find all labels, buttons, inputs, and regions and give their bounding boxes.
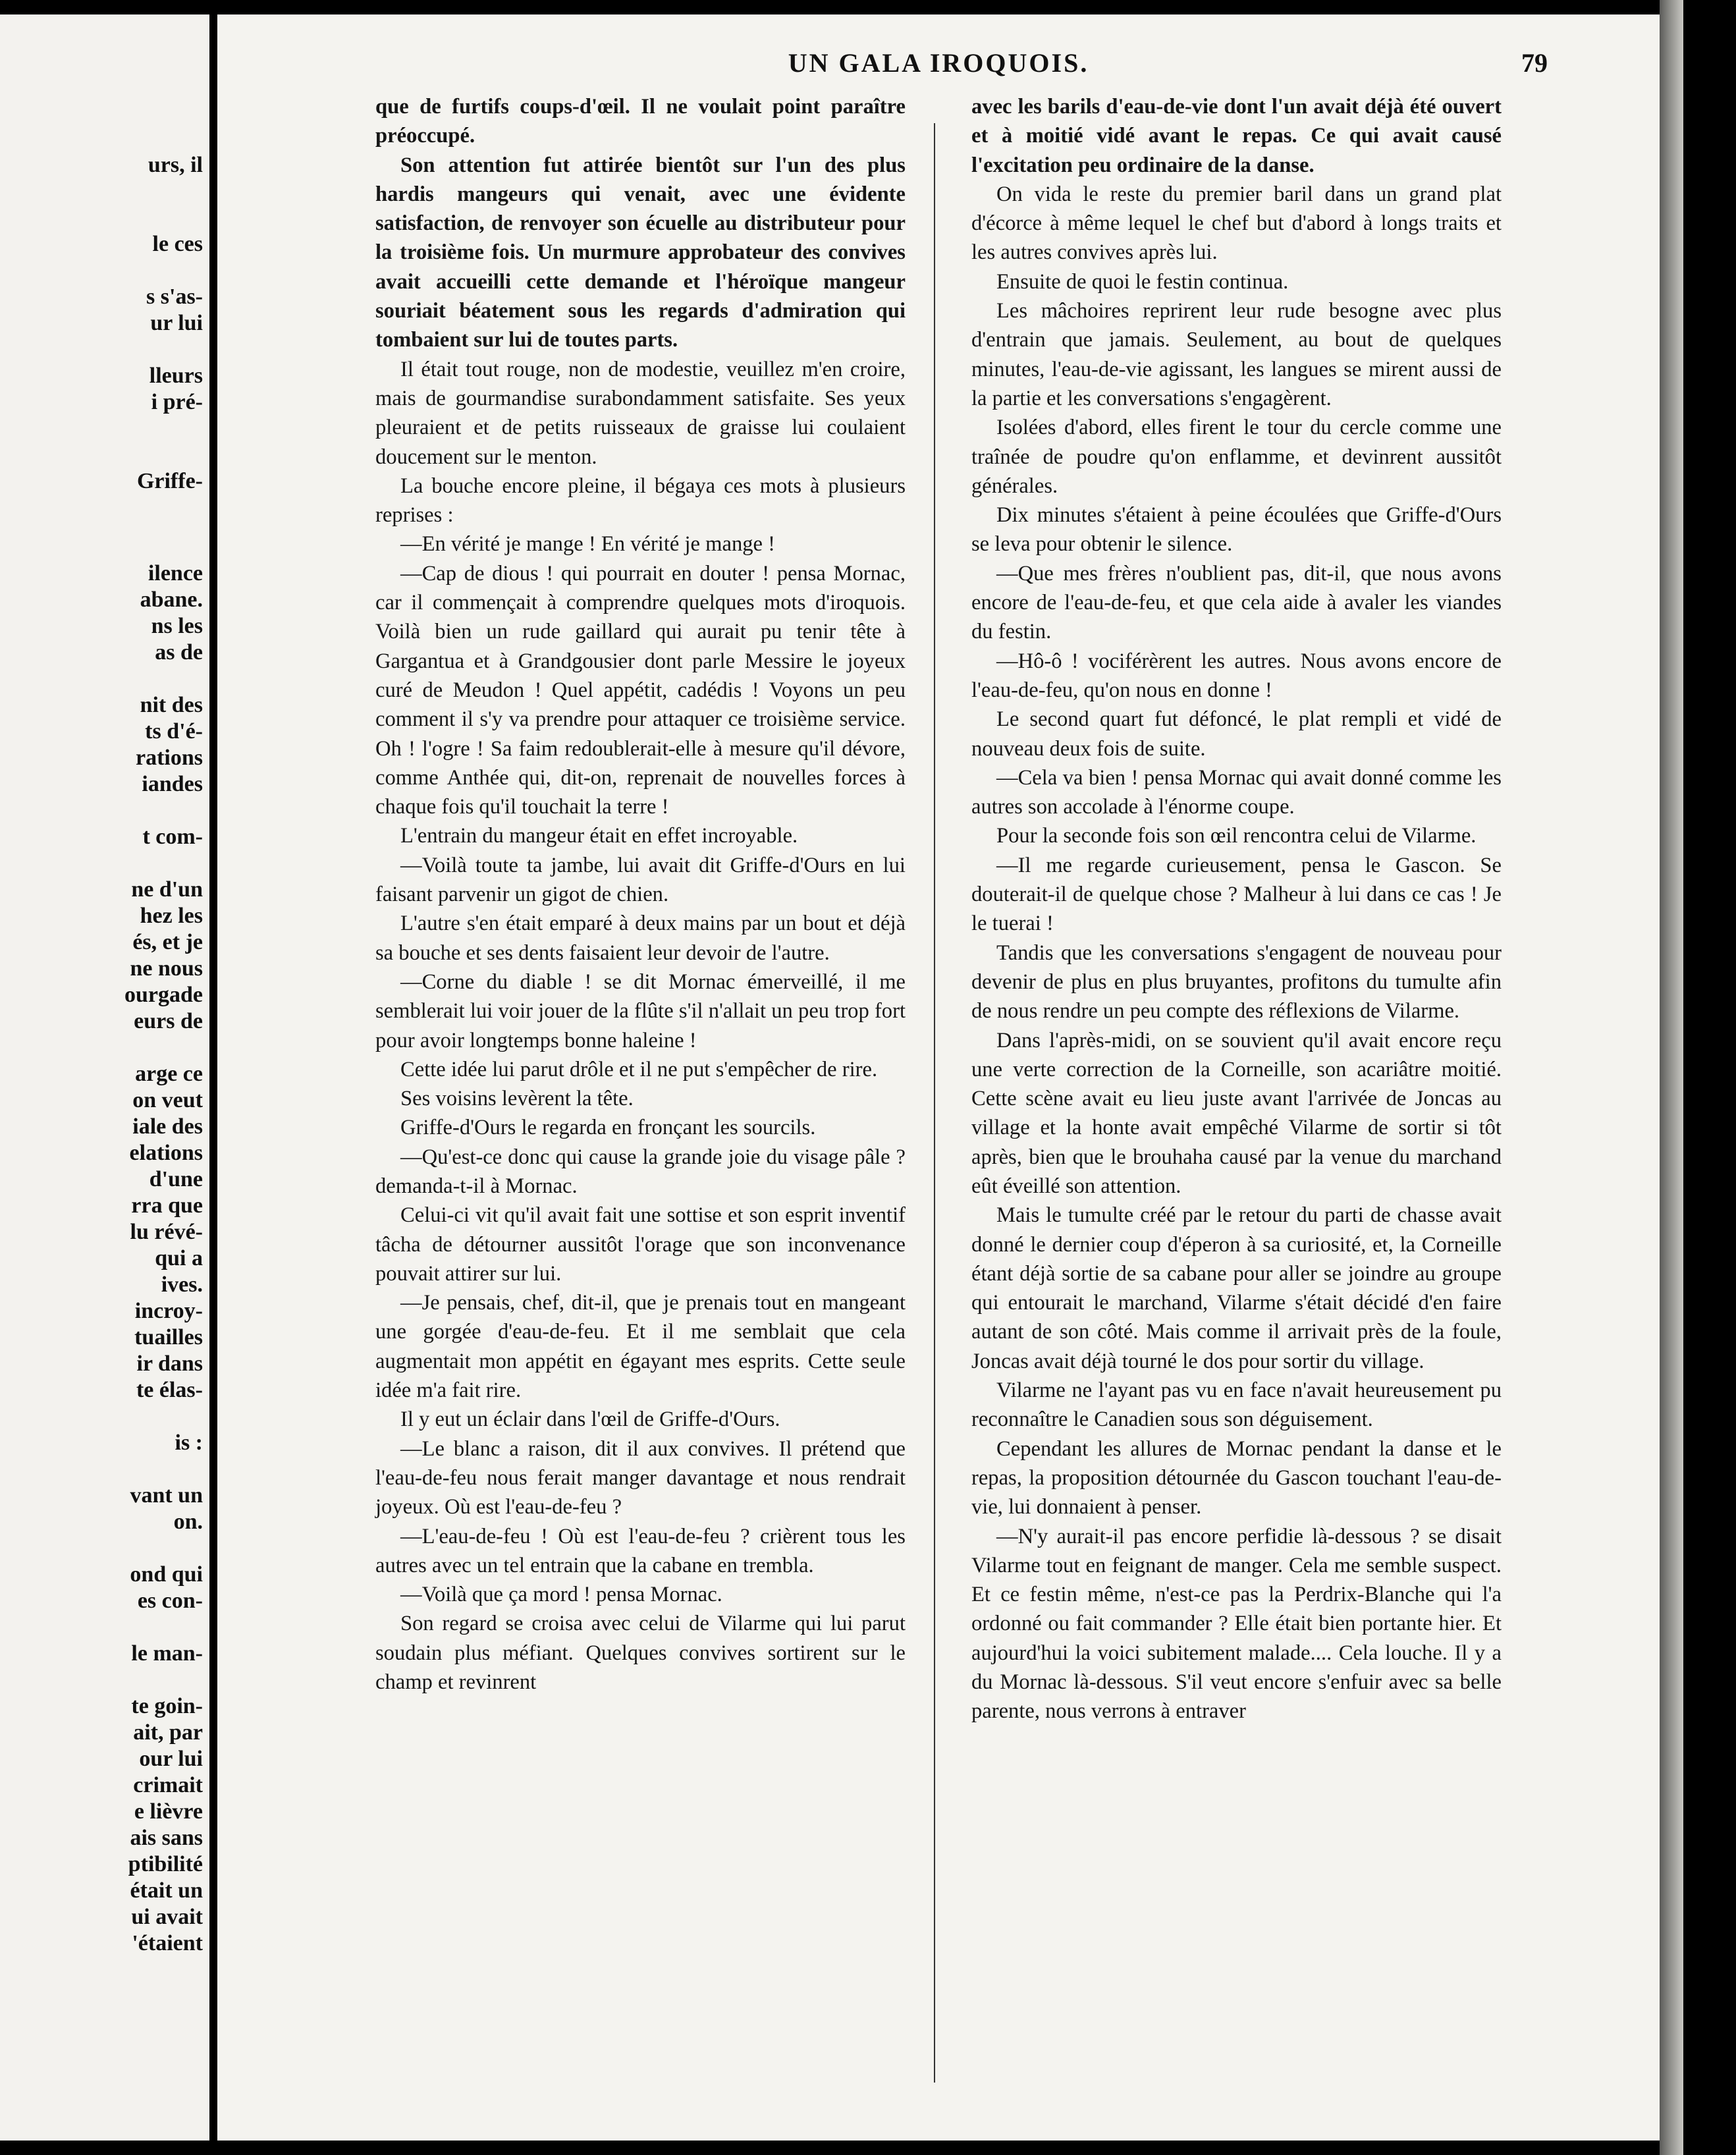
- facing-page-line: on.: [173, 1510, 203, 1534]
- text-column-right: [971, 92, 1502, 2101]
- paragraph: Les mâchoires reprirent leur rude besogne avec plus d'entrain que jamais. Seulement, au bout de quelques minutes, l'eau-de-vie agissant, les langues se mirent aussi de la partie et les conversations s'engagèrent.: [971, 299, 1502, 410]
- paragraph: Son attention fut attirée bientôt sur l'un des plus hardis mangeurs qui venait, avec une évidente satisfaction, de renvoyer son écuelle au distributeur pour la troisième fois. Un murmure approbateur des convives avait accueilli cette demande et l'héroïque mangeur souriait béatement sous les regards d'admiration qui tombaient sur lui de toutes parts.: [375, 153, 906, 352]
- facing-page-line: urs, il: [148, 153, 203, 177]
- facing-page-line: 'étaient: [132, 1931, 203, 1955]
- facing-page-line: rations: [136, 746, 203, 770]
- facing-page-line: le ces: [152, 232, 203, 256]
- facing-page-line: abane.: [140, 587, 203, 612]
- facing-page-line: nit des: [140, 693, 203, 717]
- facing-page-line: our lui: [139, 1747, 203, 1771]
- paragraph: Tandis que les conversations s'engagent de nouveau pour devenir de plus en plus bruyantes, profitons du tumulte afin de nous rendre un peu compte des réflexions de Vilarme.: [971, 941, 1502, 1023]
- paragraph: Griffe-d'Ours le regarda en fronçant les sourcils.: [400, 1116, 816, 1140]
- paragraph: —Corne du diable ! se dit Mornac émerveillé, il me semblerait lui voir jouer de la flûte s'il n'allait un peu trop fort pour avoir longtemps bonne haleine !: [375, 969, 906, 1052]
- paragraph: Le second quart fut défoncé, le plat rempli et vidé de nouveau deux fois de suite.: [971, 707, 1502, 761]
- paragraph: L'autre s'en était emparé à deux mains par un bout et déjà sa bouche et ses dents faisaient leur devoir de l'autre.: [375, 912, 906, 965]
- facing-page-line: te élas-: [136, 1378, 203, 1402]
- paragraph: —Le blanc a raison, dit il aux convives. Il prétend que l'eau-de-feu nous ferait manger davantage et nous rendrait joyeux. Où est l'eau-de-feu ?: [375, 1436, 906, 1519]
- paragraph: Il y eut un éclair dans l'œil de Griffe-d'Ours.: [400, 1407, 780, 1432]
- facing-page-line: iandes: [142, 772, 203, 796]
- paragraph: —Hô-ô ! vociférèrent les autres. Nous avons encore de l'eau-de-feu, qu'on nous en donne !: [971, 649, 1502, 702]
- page-number: 79: [1521, 48, 1548, 78]
- facing-page-line: ne d'un: [131, 877, 203, 902]
- paragraph: —N'y aurait-il pas encore perfidie là-dessous ? se disait Vilarme tout en feignant de manger. Cela me semble suspect. Et ce festin même, n'est-ce pas la Perdrix-Blanche qui l'a ordonné ou fait commander ? Elle était bien portante hier. Et aujourd'hui la voici subitement malade.... Cela louche. Il y a du Mornac là-dessous. S'il veut encore s'enfuir avec sa belle parente, nous verrons à entraver: [971, 1524, 1502, 1724]
- facing-page-line: te goin-: [131, 1694, 203, 1718]
- facing-page-line: as de: [155, 640, 203, 665]
- facing-page-line: d'une: [149, 1167, 203, 1191]
- paragraph: Il était tout rouge, non de modestie, veuillez m'en croire, mais de gourmandise surabondamment satisfaite. Ses yeux pleuraient et de petits ruisseaux de graisse lui coulaient doucement sur le menton.: [375, 357, 906, 469]
- paragraph: Isolées d'abord, elles firent le tour du cercle comme une traînée de poudre qu'on enflamme, et devinrent aussitôt générales.: [971, 416, 1502, 498]
- facing-page-line: e lièvre: [134, 1799, 203, 1824]
- facing-page-line: ur lui: [150, 311, 203, 335]
- facing-page-line: ond qui: [130, 1562, 203, 1587]
- facing-page-line: elations: [129, 1141, 203, 1165]
- paragraph: avec les barils d'eau-de-vie dont l'un avait déjà été ouvert et à moitié vidé avant le repas. Ce qui avait causé l'excitation peu ordinaire de la danse.: [971, 95, 1502, 177]
- facing-page-line: tuailles: [134, 1325, 203, 1350]
- facing-page-line: ourgade: [124, 983, 203, 1007]
- page-gutter: [209, 0, 217, 2155]
- paragraph: —Cap de dious ! qui pourrait en douter ! pensa Mornac, car il commençait à comprendre quelques mots d'iroquois. Voilà bien un rude gaillard qui aurait pu tenir tête à Gargantua et à Grandgousier dont parle Messire le joyeux curé de Meudon ! Quel appétit, cadédis ! Voyons un peu comment il s'y va prendre pour attaquer ce troisième service. Oh ! l'ogre ! Sa faim redoublerait-elle à mesure qu'il dévore, comme Anthée qui, dit-on, reprenait de nouvelles forces à chaque fois qu'il touchait la terre !: [375, 561, 906, 819]
- paragraph: Cependant les allures de Mornac pendant la danse et le repas, la proposition détournée du Gascon touchant l'eau-de-vie, lui donnaient à penser.: [971, 1436, 1502, 1519]
- paragraph: —Il me regarde curieusement, pensa le Gascon. Se douterait-il de quelque chose ? Malheur à lui dans ce cas ! Je le tuerai !: [971, 853, 1502, 936]
- facing-page-line: t com-: [142, 825, 203, 849]
- facing-page-line: incroy-: [134, 1299, 203, 1323]
- facing-page-line: était un: [130, 1878, 203, 1903]
- facing-page-line: ns les: [151, 614, 203, 638]
- paragraph: Pour la seconde fois son œil rencontra celui de Vilarme.: [996, 824, 1477, 848]
- paragraph: que de furtifs coups-d'œil. Il ne voulait point paraître préoccupé.: [375, 95, 906, 148]
- facing-page-line: eurs de: [134, 1009, 203, 1033]
- paragraph: L'entrain du mangeur était en effet incroyable.: [400, 824, 798, 848]
- facing-page-line: qui a: [155, 1246, 203, 1270]
- paragraph: Mais le tumulte créé par le retour du parti de chasse avait donné le dernier coup d'éperon à sa curiosité, et, la Corneille étant déjà sortie de sa cabane pour aller se joindre au groupe qui entourait le marchand, Vilarme s'était décidé d'en faire autant de son côté. Mais comme il arrivait près de la foule, Joncas avait déjà tourné le dos pour sortir du village.: [971, 1203, 1502, 1373]
- facing-page-text: [0, 14, 209, 2141]
- facing-page-line: vant un: [130, 1483, 203, 1508]
- facing-page-line: lleurs: [149, 364, 203, 388]
- text-column-left: [375, 92, 906, 2101]
- facing-page-line: on veut: [132, 1088, 203, 1112]
- facing-page-line: Griffe-: [136, 469, 203, 493]
- facing-page-line: ui avait: [131, 1905, 203, 1929]
- paragraph: —Qu'est-ce donc qui cause la grande joie du visage pâle ? demanda-t-il à Mornac.: [375, 1145, 906, 1198]
- paragraph: Vilarme ne l'ayant pas vu en face n'avait heureusement pu reconnaître le Canadien sous son déguisement.: [971, 1378, 1502, 1432]
- paragraph: Dans l'après-midi, on se souvient qu'il avait encore reçu une verte correction de la Corneille, son acariâtre moitié. Cette scène avait eu lieu juste avant l'arrivée de Joncas au village et la honte avait empêché Vilarme de sortir si tôt après, bien que le brouhaha causé par la venue du marchand eût éveillé son attention.: [971, 1028, 1502, 1198]
- facing-page-line: rra que: [131, 1193, 203, 1218]
- column-rule: [934, 123, 935, 2083]
- page-edge: [1660, 0, 1683, 2155]
- paragraph: Son regard se croisa avec celui de Vilarme qui lui parut soudain plus méfiant. Quelques convives sortirent sur le champ et revinrent: [375, 1612, 906, 1695]
- paragraph: —L'eau-de-feu ! Où est l'eau-de-feu ? crièrent tous les autres avec un tel entrain que la cabane en trembla.: [375, 1524, 906, 1577]
- book-page: [217, 14, 1660, 2141]
- paragraph: Dix minutes s'étaient à peine écoulées que Griffe-d'Ours se leva pour obtenir le silence.: [971, 503, 1502, 557]
- facing-page-line: ts d'é-: [145, 719, 203, 744]
- paragraph: —Je pensais, chef, dit-il, que je prenais tout en mangeant une gorgée d'eau-de-feu. Et il me semblait que cela augmentait mon appétit en égayant mes esprits. Cette seule idée m'a fait rire.: [375, 1291, 906, 1403]
- running-head: UN GALA IROQUOIS.: [788, 48, 1089, 78]
- paragraph: On vida le reste du premier baril dans un grand plat d'écorce à même lequel le chef but d'abord à longs traits et les autres convives après lui.: [971, 182, 1502, 265]
- paragraph: —Que mes frères n'oublient pas, dit-il, que nous avons encore de l'eau-de-feu, et que cela aide à avaler les viandes du festin.: [971, 561, 1502, 644]
- facing-page-line: s s'as-: [146, 285, 203, 309]
- facing-page-line: le man-: [131, 1641, 203, 1666]
- facing-page-line: lu révé-: [130, 1220, 203, 1244]
- scan-border: [1683, 0, 1736, 2155]
- paragraph: —En vérité je mange ! En vérité je mange !: [400, 532, 775, 557]
- paragraph: —Voilà que ça mord ! pensa Mornac.: [400, 1583, 722, 1607]
- facing-page-line: es con-: [137, 1589, 203, 1613]
- facing-page-line: ptibilité: [128, 1852, 203, 1876]
- facing-page-line: hez les: [140, 904, 203, 928]
- paragraph: Celui-ci vit qu'il avait fait une sottise et son esprit inventif tâcha de détourner aussitôt l'orage que son inconvenance pouvait attirer sur lui.: [375, 1203, 906, 1286]
- facing-page-line: iale des: [132, 1114, 203, 1139]
- facing-page-line: ives.: [161, 1272, 203, 1297]
- facing-page-line: ir dans: [136, 1351, 203, 1376]
- facing-page-line: ilence: [148, 561, 203, 586]
- facing-page-line: és, et je: [132, 930, 203, 954]
- paragraph: —Voilà toute ta jambe, lui avait dit Griffe-d'Ours en lui faisant parvenir un gigot de chien.: [375, 853, 906, 907]
- paragraph: La bouche encore pleine, il bégaya ces mots à plusieurs reprises :: [375, 474, 906, 528]
- paragraph: —Cela va bien ! pensa Mornac qui avait donné comme les autres son accolade à l'énorme coupe.: [971, 765, 1502, 819]
- facing-page-line: arge ce: [135, 1062, 203, 1086]
- facing-page-line: ne nous: [130, 956, 203, 981]
- paragraph: Ensuite de quoi le festin continua.: [996, 269, 1289, 294]
- facing-page-line: is :: [175, 1431, 203, 1455]
- paragraph: Cette idée lui parut drôle et il ne put s'empêcher de rire.: [400, 1057, 878, 1081]
- facing-page-fragment: [0, 14, 209, 2141]
- paragraph: Ses voisins levèrent la tête.: [400, 1087, 634, 1111]
- facing-page-line: i pré-: [151, 390, 203, 414]
- facing-page-line: crimait: [133, 1773, 203, 1797]
- facing-page-line: ait, par: [133, 1720, 203, 1745]
- facing-page-line: ais sans: [130, 1826, 203, 1850]
